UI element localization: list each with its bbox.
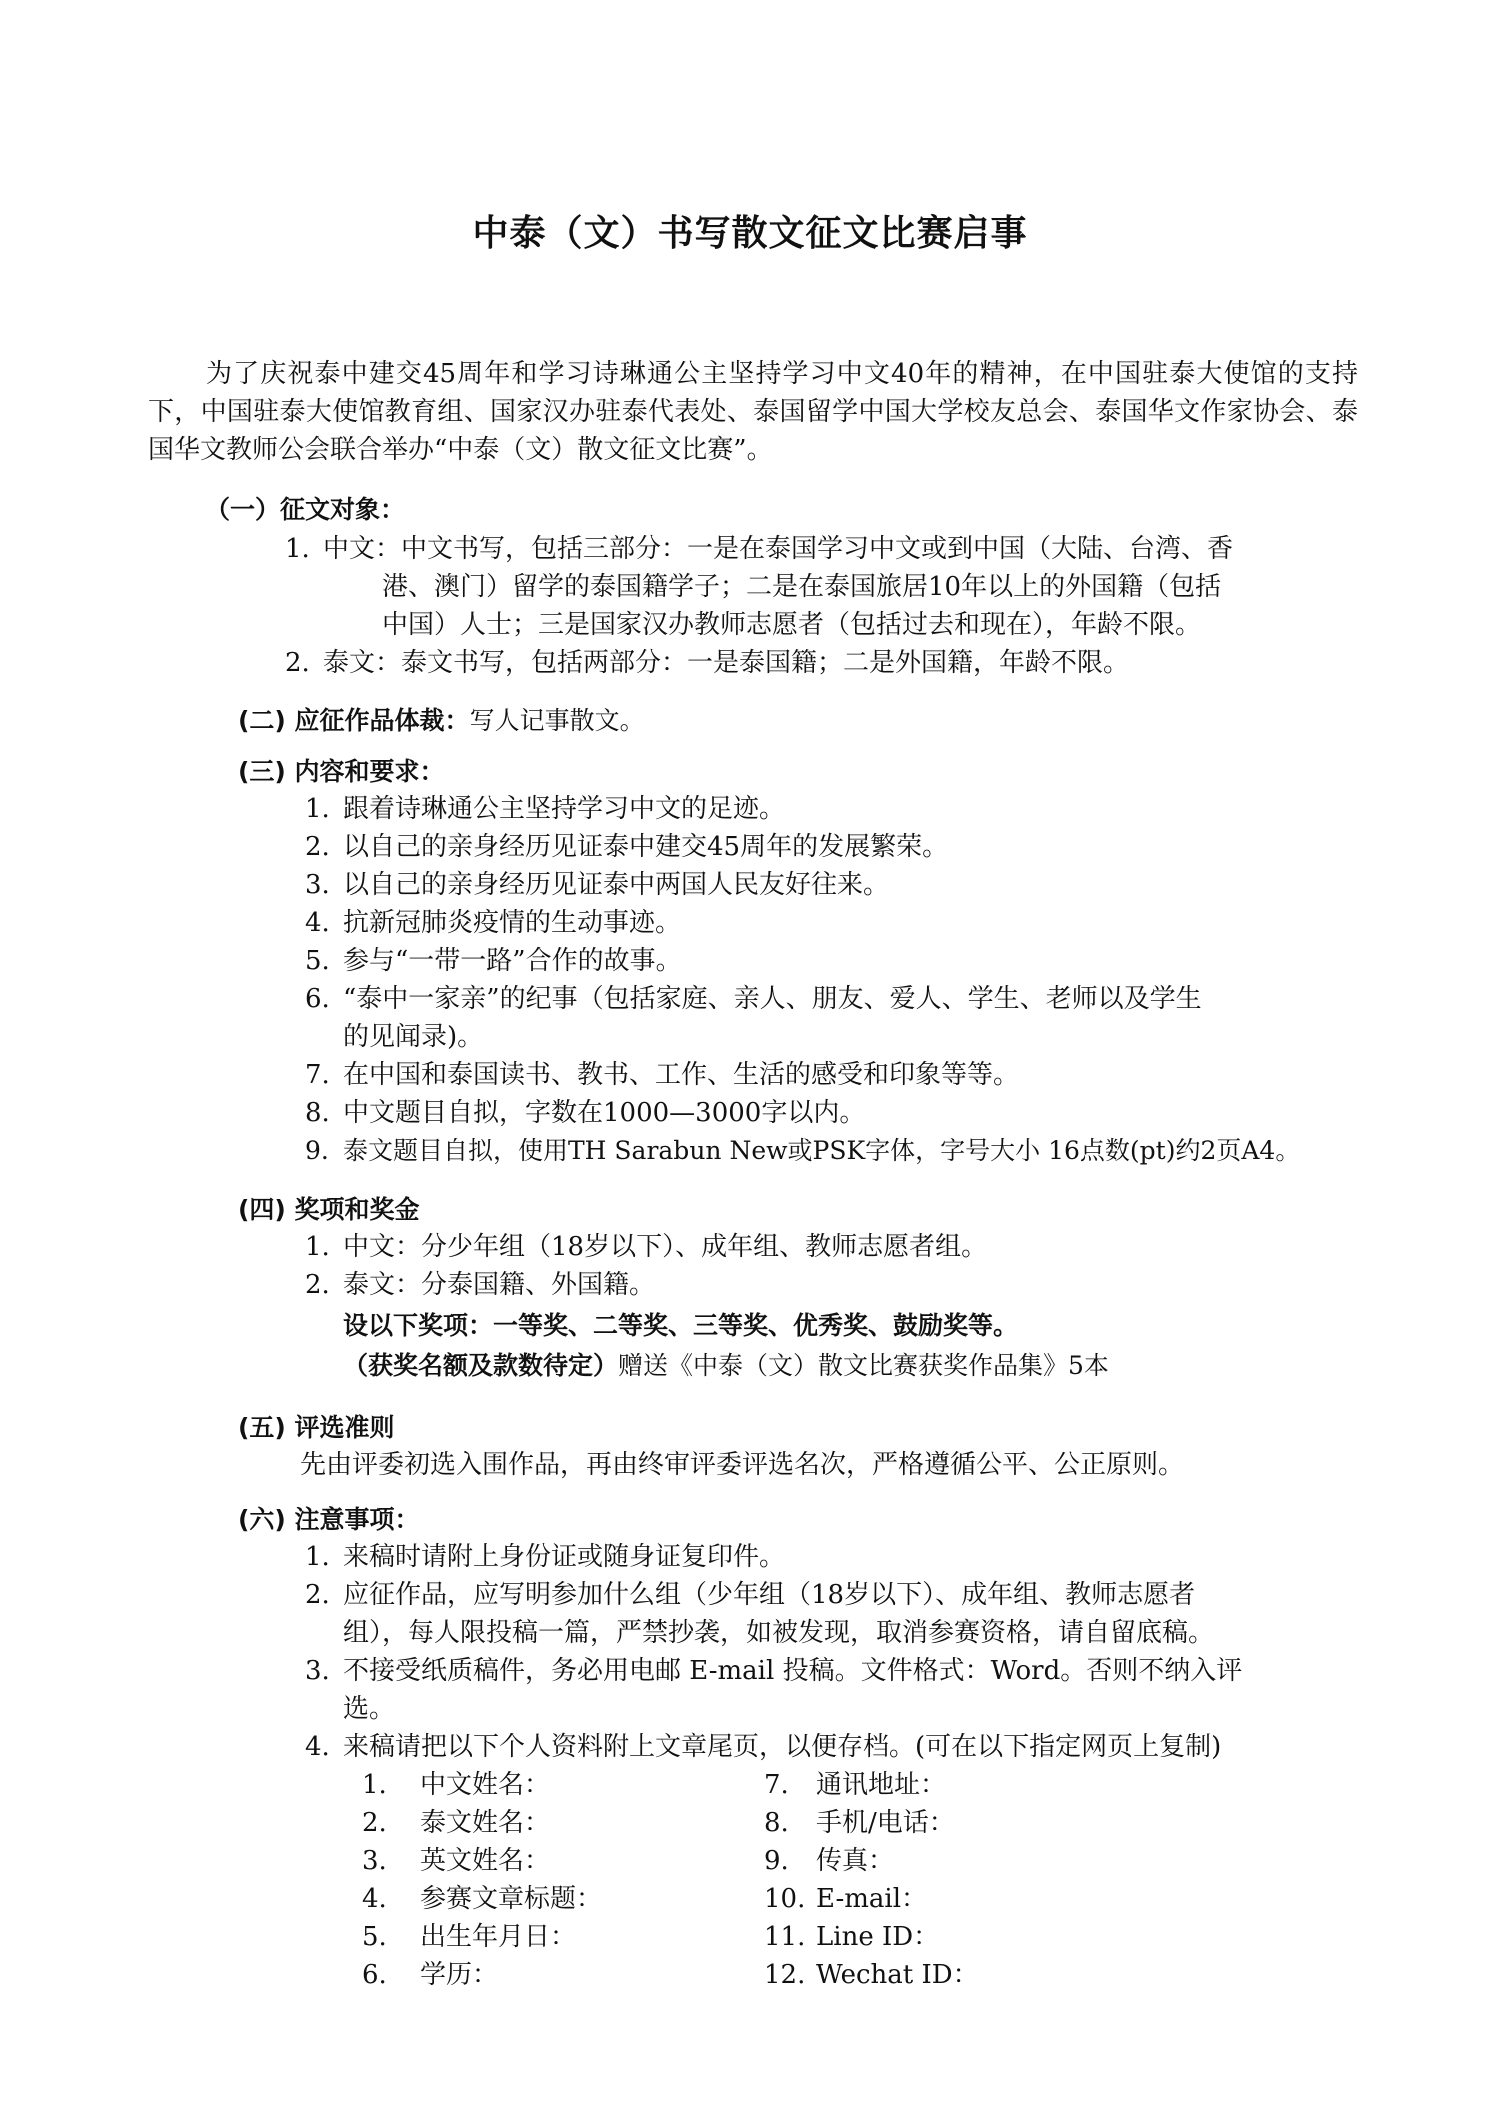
s4-item-1-text: 中文：分少年组（18岁以下）、成年组、教师志愿者组。 (343, 1232, 988, 1262)
s6-item-3-text: 不接受纸质稿件，务必用电邮 E-mail 投稿。文件格式：Word。否则不纳入评 (343, 1656, 1243, 1686)
s4-item-2-num: 2. (305, 1270, 330, 1300)
form-field-num: 1. (362, 1770, 387, 1800)
form-field-label: Line ID： (816, 1922, 940, 1952)
section-5-heading: (五) 评选准则 (238, 1413, 395, 1442)
s3-item-8-text: 中文题目自拟，字数在1000—3000字以内。 (343, 1098, 866, 1128)
s3-item-8-num: 8. (305, 1098, 330, 1128)
s3-item-3-num: 3. (305, 870, 330, 900)
s3-item-5-num: 5. (305, 946, 330, 976)
s4-note-text: 赠送《中泰（文）散文比赛获奖作品集》5本 (618, 1351, 1109, 1380)
s3-item-6-num: 6. (305, 984, 330, 1014)
s6-item-1-text: 来稿时请附上身份证或随身证复印件。 (343, 1542, 786, 1572)
form-field-email (764, 1880, 927, 1918)
s3-item-3-text: 以自己的亲身经历见证泰中两国人民友好往来。 (343, 870, 890, 900)
s3-item-9-text: 泰文题目自拟，使用TH Sarabun New或PSK字体，字号大小 16点数(pt)约2页A4。 (343, 1136, 1301, 1165)
form-field-num: 12. (764, 1960, 806, 1990)
s3-item-7-text: 在中国和泰国读书、教书、工作、生活的感受和印象等等。 (343, 1060, 1020, 1090)
form-field-num: 3. (362, 1846, 387, 1876)
form-field-label: 出生年月日： (420, 1922, 577, 1952)
s3-item-1-num: 1. (305, 794, 330, 824)
form-field-education (362, 1956, 498, 1994)
form-field-label: 传真： (816, 1846, 895, 1876)
s6-item-1 (305, 1538, 785, 1576)
form-field-label: 英文姓名： (420, 1846, 551, 1876)
s4-awards: 设以下奖项：一等奖、二等奖、三等奖、优秀奖、鼓励奖等。 (343, 1311, 1019, 1340)
s1-item-2 (285, 644, 1129, 682)
section-4-heading: (四) 奖项和奖金 (238, 1195, 420, 1224)
s3-item-2-text: 以自己的亲身经历见证泰中建交45周年的发展繁荣。 (343, 832, 949, 862)
section-1-heading: （一）征文对象： (205, 495, 406, 524)
s6-item-4-text: 来稿请把以下个人资料附上文章尾页，以便存档。(可在以下指定网页上复制) (343, 1732, 1222, 1762)
form-field-num: 9. (764, 1846, 789, 1876)
s6-item-4-num: 4. (305, 1732, 330, 1762)
form-field-num: 6. (362, 1960, 387, 1990)
s3-item-9-num: 9. (305, 1136, 329, 1165)
s3-item-7-num: 7. (305, 1060, 330, 1090)
s1-item-1-line-3: 中国）人士；三是国家汉办教师志愿者（包括过去和现在），年龄不限。 (382, 610, 1202, 640)
s3-item-2 (305, 828, 948, 866)
s4-note-bold: （获奖名额及款数待定） (343, 1351, 619, 1380)
form-field-phone (764, 1804, 955, 1842)
form-field-num: 11. (764, 1922, 806, 1952)
s3-item-6-text: “泰中一家亲”的纪事（包括家庭、亲人、朋友、爱人、学生、老师以及学生 (343, 984, 1202, 1014)
s6-item-2 (305, 1576, 1195, 1614)
intro-paragraph (148, 355, 1358, 469)
s1-item-1-line-2: 港、澳门）留学的泰国籍学子；二是在泰国旅居10年以上的外国籍（包括 (382, 572, 1222, 602)
s1-item-1-num: 1. (285, 534, 310, 564)
s4-note (343, 1346, 1109, 1382)
form-field-label: Wechat ID： (816, 1960, 979, 1990)
s3-item-6-cont: 的见闻录)。 (343, 1022, 484, 1052)
form-field-line-id (764, 1918, 939, 1956)
s3-item-9 (305, 1132, 1300, 1170)
s6-item-4 (305, 1728, 1221, 1766)
s6-item-3-num: 3. (305, 1656, 330, 1686)
s3-item-4 (305, 904, 681, 942)
s3-item-5-text: 参与“一带一路”合作的故事。 (343, 946, 682, 976)
form-field-birthdate (362, 1918, 576, 1956)
s4-item-2 (305, 1266, 655, 1304)
s6-item-3 (305, 1652, 1242, 1690)
s4-item-2-text: 泰文：分泰国籍、外国籍。 (343, 1270, 656, 1300)
form-field-num: 4. (362, 1884, 387, 1914)
s3-item-3 (305, 866, 889, 904)
s3-item-4-text: 抗新冠肺炎疫情的生动事迹。 (343, 908, 682, 938)
s6-item-1-num: 1. (305, 1542, 330, 1572)
s4-item-1 (305, 1228, 987, 1266)
form-field-label: 中文姓名： (420, 1770, 551, 1800)
form-field-fax (764, 1842, 894, 1880)
form-field-label: E-mail： (816, 1884, 928, 1914)
s3-item-1-text: 跟着诗琳通公主坚持学习中文的足迹。 (343, 794, 786, 824)
form-field-article-title (362, 1880, 602, 1918)
form-field-num: 7. (764, 1770, 789, 1800)
s6-item-2-num: 2. (305, 1580, 330, 1610)
section-6-heading: (六) 注意事项： (238, 1505, 420, 1534)
s3-item-7 (305, 1056, 1019, 1094)
s1-item-1 (285, 530, 1233, 568)
s1-item-2-num: 2. (285, 648, 310, 678)
s3-item-5 (305, 942, 682, 980)
section-3-heading: (三) 内容和要求： (238, 757, 445, 786)
form-field-label: 参赛文章标题： (420, 1884, 603, 1914)
form-field-thai-name (362, 1804, 550, 1842)
s6-item-3-cont: 选。 (343, 1694, 396, 1724)
s3-item-2-num: 2. (305, 832, 330, 862)
form-field-label: 手机/电话： (816, 1808, 955, 1838)
s3-item-4-num: 4. (305, 908, 330, 938)
s5-text: 先由评委初选入围作品，再由终审评委评选名次，严格遵循公平、公正原则。 (300, 1450, 1185, 1480)
intro-text: 为了庆祝泰中建交45周年和学习诗琳通公主坚持学习中文40年的精神，在中国驻泰大使馆的支持下，中国驻泰大使馆教育组、国家汉办驻泰代表处、泰国留学中国大学校友总会、泰国华文作家协会、泰国华文教师公会联合举办“中泰（文）散文征文比赛”。 (148, 359, 1358, 465)
form-field-label: 泰文姓名： (420, 1808, 551, 1838)
s1-item-1-line-1: 中文：中文书写，包括三部分：一是在泰国学习中文或到中国（大陆、台湾、香 (323, 534, 1234, 564)
form-field-english-name (362, 1842, 550, 1880)
s3-item-8 (305, 1094, 865, 1132)
s3-item-6 (305, 980, 1202, 1018)
s4-item-1-num: 1. (305, 1232, 330, 1262)
section-2-text: 写人记事散文。 (469, 706, 645, 735)
form-field-num: 2. (362, 1808, 387, 1838)
form-field-num: 10. (764, 1884, 806, 1914)
form-field-label: 学历： (420, 1960, 499, 1990)
form-field-chinese-name (362, 1766, 550, 1804)
s3-item-1 (305, 790, 785, 828)
section-2 (238, 701, 645, 737)
form-field-num: 5. (362, 1922, 387, 1952)
s6-item-2-cont: 组），每人限投稿一篇，严禁抄袭，如被发现，取消参赛资格，请自留底稿。 (343, 1618, 1215, 1648)
form-field-address (764, 1766, 946, 1804)
form-field-label: 通讯地址： (816, 1770, 947, 1800)
form-field-wechat-id (764, 1956, 979, 1994)
s6-item-2-text: 应征作品，应写明参加什么组（少年组（18岁以下）、成年组、教师志愿者 (343, 1580, 1196, 1610)
page-title: 中泰（文）书写散文征文比赛启事 (472, 213, 1028, 254)
form-field-num: 8. (764, 1808, 789, 1838)
section-2-heading: (二) 应征作品体裁： (238, 706, 470, 735)
s1-item-2-text: 泰文：泰文书写，包括两部分：一是泰国籍；二是外国籍，年龄不限。 (323, 648, 1130, 678)
